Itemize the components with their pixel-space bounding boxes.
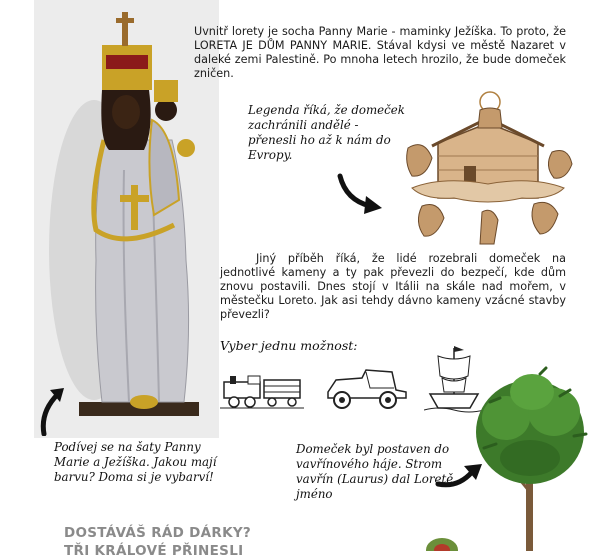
arrow-icon — [336, 172, 384, 214]
intro-paragraph: Uvnitř lorety je socha Panny Marie - maminky Ježíška. To proto, že LORETA JE DŮM PANNY MARIE. Stával kdysi ve městě Nazaret v daleké zemi Palestině. Po mnoha letech hrozilo, že bude domeček zničen. — [194, 25, 566, 80]
story-paragraph: Jiný příběh říká, že lidé rozebrali domeček na jednotlivé kameny a ty pak převezli do bezpečí, kde dům znovu postavili. Dnes stojí v Itálii na skále nad mořem, v městečku Loreto. Jak asi tehdy dávno kameny vzácné stavby převezli? — [220, 252, 566, 321]
legend-text: Legenda říká, že domeček zachránili andělé - přenesli ho až k nám do Evropy. — [248, 103, 405, 162]
angels-house-image — [402, 88, 574, 248]
section-heading-gifts: DOSTÁVÁŠ RÁD DÁRKY? — [64, 525, 252, 541]
section-heading-three-kings: TŘI KRÁLOVÉ PŘINESLI — [64, 543, 244, 559]
curved-arrow-icon — [36, 382, 66, 436]
option-car-image[interactable] — [322, 366, 408, 410]
choose-option-text: Vyber jednu možnost: — [220, 338, 358, 353]
dress-question-text: Podívej se na šaty Panny Marie a Ježíška. Jakou mají barvu? Doma si je vybarví! — [54, 440, 217, 484]
madonna-statue-image — [34, 0, 219, 438]
laurel-tree-image — [470, 362, 602, 551]
option-locomotive-image[interactable] — [220, 370, 304, 410]
laurel-tree-text: Domeček byl postaven do vavřínového háje. Strom vavřín (Laurus) dal Loretě jméno — [296, 442, 454, 501]
partial-figure-image — [424, 536, 460, 551]
